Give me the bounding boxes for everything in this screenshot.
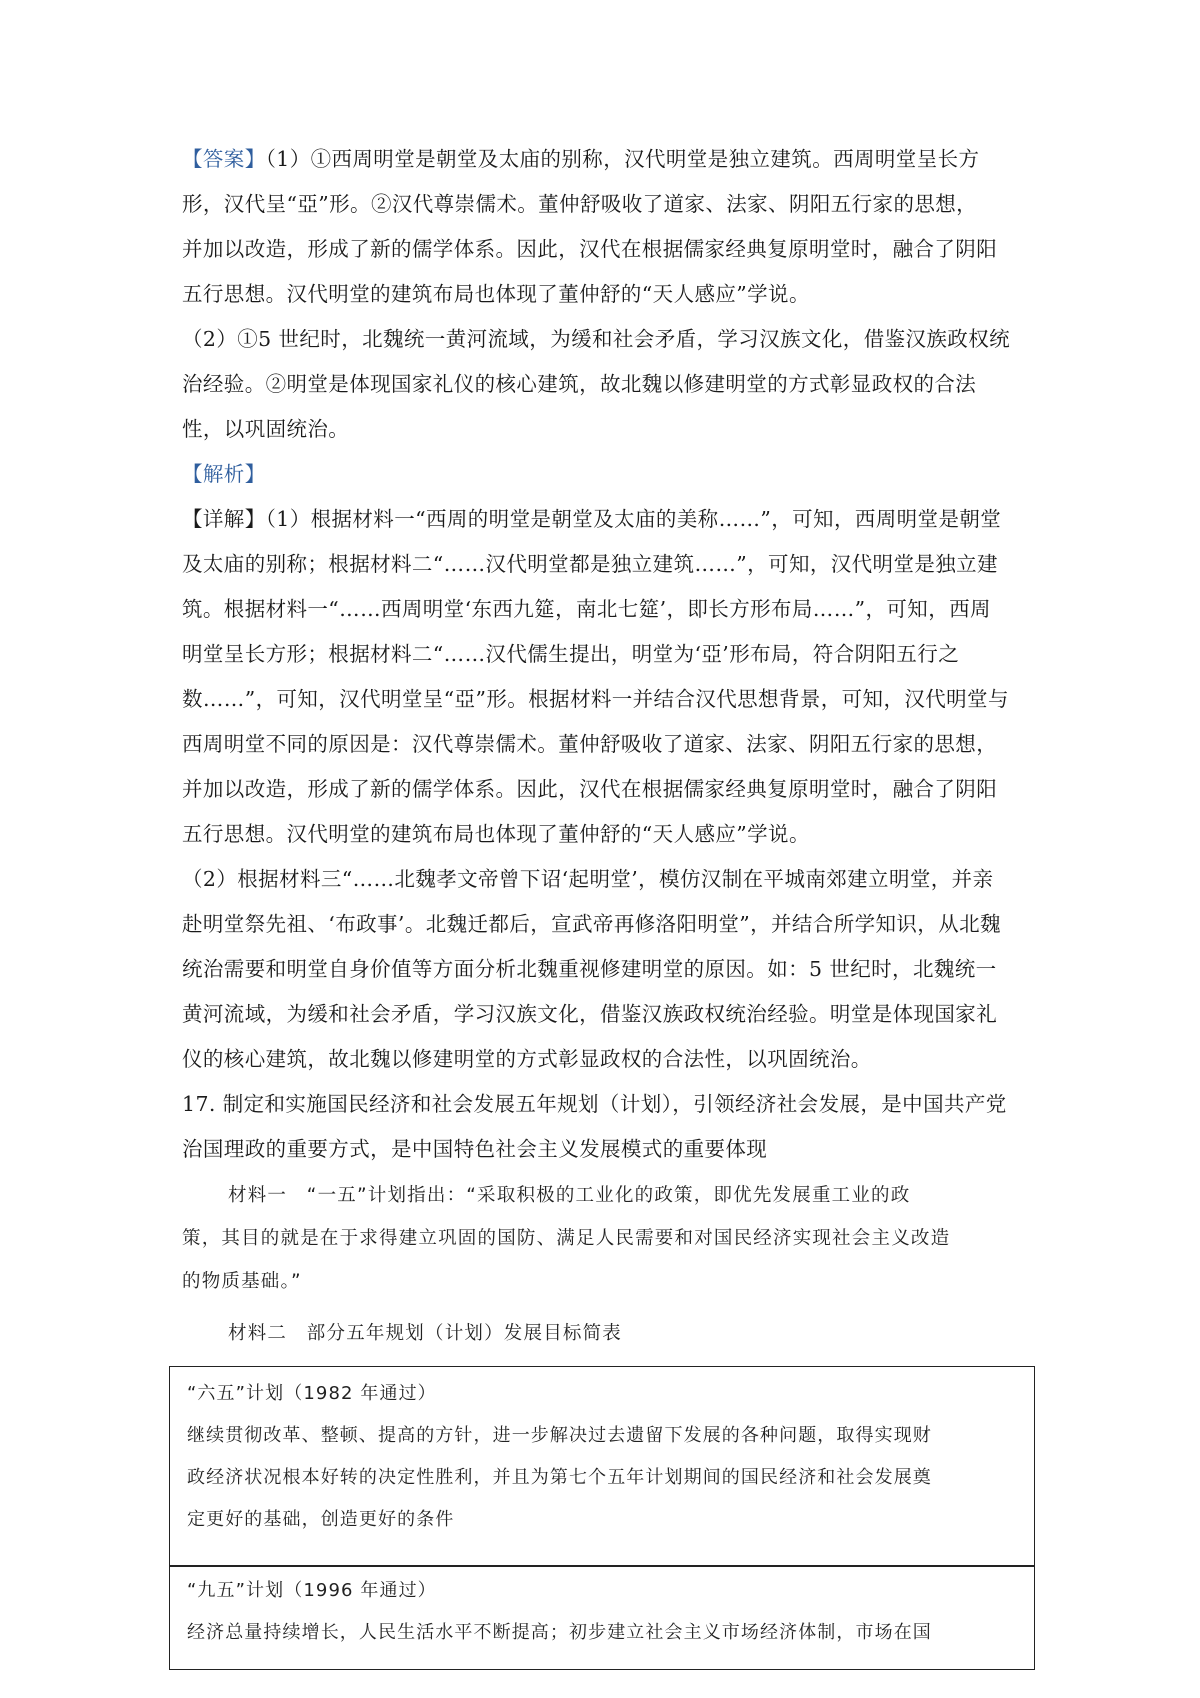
detail-line-7: 并加以改造，形成了新的儒学体系。因此，汉代在根据儒家经典复原明堂时，融合了阴阳 — [182, 777, 998, 801]
material2-title: 材料二 部分五年规划（计划）发展目标简表 — [228, 1323, 623, 1344]
detail-line-12: 黄河流域，为缓和社会矛盾，学习汉族文化，借鉴汉族政权统治经验。明堂是体现国家礼 — [182, 1002, 998, 1026]
answer-line-5: （2）①5 世纪时，北魏统一黄河流域，为缓和社会矛盾，学习汉族文化，借鉴汉族政权统 — [182, 327, 1010, 351]
detail-tag: 【详解】 — [182, 507, 266, 531]
detail-line-8: 五行思想。汉代明堂的建筑布局也体现了董仲舒的“天人感应”学说。 — [182, 822, 810, 846]
detail-line-4: 明堂呈长方形；根据材料二“……汉代儒生提出，明堂为‘亞’形布局，符合阴阳五行之 — [182, 642, 960, 666]
question17-line-2: 治国理政的重要方式，是中国特色社会主义发展模式的重要体现 — [182, 1137, 768, 1161]
answer-line-1: 【答案】（1）①西周明堂是朝堂及太庙的别称，汉代明堂是独立建筑。西周明堂呈长方 — [182, 147, 980, 171]
table-row-1-heading: “六五”计划（1982 年通过） — [187, 1383, 437, 1404]
detail-line-5: 数……”，可知，汉代明堂呈“亞”形。根据材料一并结合汉代思想背景，可知，汉代明堂与 — [182, 687, 1009, 711]
table-row-1-line-2: 政经济状况根本好转的决定性胜利，并且为第七个五年计划期间的国民经济和社会发展奠 — [187, 1467, 932, 1488]
table-row-1-line-1: 继续贯彻改革、整顿、提高的方针，进一步解决过去遗留下发展的各种问题，取得实现财 — [187, 1425, 932, 1446]
plan-table — [169, 1366, 1035, 1567]
detail-line-9: （2）根据材料三“……北魏孝文帝曾下诏‘起明堂’，模仿汉制在平城南郊建立明堂，并亲 — [182, 867, 994, 891]
detail-line-6: 西周明堂不同的原因是：汉代尊崇儒术。董仲舒吸收了道家、法家、阴阳五行家的思想， — [182, 732, 998, 756]
answer-line-3: 并加以改造，形成了新的儒学体系。因此，汉代在根据儒家经典复原明堂时，融合了阴阳 — [182, 237, 998, 261]
table-row-2-line-1: 经济总量持续增长，人民生活水平不断提高；初步建立社会主义市场经济体制，市场在国 — [187, 1622, 932, 1643]
answer-tag: 【答案】 — [182, 147, 266, 171]
detail-line-13: 仪的核心建筑，故北魏以修建明堂的方式彰显政权的合法性，以巩固统治。 — [182, 1047, 872, 1071]
material1-line-1: 材料一 “一五”计划指出：“采取积极的工业化的政策，即优先发展重工业的政 — [228, 1185, 911, 1206]
detail-line-1: 【详解】（1）根据材料一“西周的明堂是朝堂及太庙的美称……”，可知，西周明堂是朝堂 — [182, 507, 1002, 531]
answer-line-4: 五行思想。汉代明堂的建筑布局也体现了董仲舒的“天人感应”学说。 — [182, 282, 810, 306]
table-row-2-heading: “九五”计划（1996 年通过） — [187, 1580, 437, 1601]
plan-table-row-2 — [169, 1565, 1035, 1670]
detail-line-2: 及太庙的别称；根据材料二“……汉代明堂都是独立建筑……”，可知，汉代明堂是独立建 — [182, 552, 998, 576]
material1-line-2: 策，其目的就是在于求得建立巩固的国防、满足人民需要和对国民经济实现社会主义改造 — [182, 1228, 951, 1249]
detail-line-3: 筑。根据材料一“……西周明堂‘东西九筵，南北七筵’，即长方形布局……”，可知，西周 — [182, 597, 991, 621]
answer-line-6: 治经验。②明堂是体现国家礼仪的核心建筑，故北魏以修建明堂的方式彰显政权的合法 — [182, 372, 977, 396]
analysis-tag: 【解析】 — [182, 462, 266, 486]
material1-line-3: 的物质基础。” — [182, 1271, 302, 1292]
detail-line-11: 统治需要和明堂自身价值等方面分析北魏重视修建明堂的原因。如：5 世纪时，北魏统一 — [182, 957, 997, 981]
table-row-1-line-3: 定更好的基础，创造更好的条件 — [187, 1509, 455, 1530]
answer-line-7: 性，以巩固统治。 — [182, 417, 350, 441]
detail-line-10: 赴明堂祭先祖、‘布政事’。北魏迁都后，宣武帝再修洛阳明堂”，并结合所学知识，从北魏 — [182, 912, 1001, 936]
question17-line-1: 17. 制定和实施国民经济和社会发展五年规划（计划），引领经济社会发展，是中国共产党 — [182, 1092, 1007, 1116]
answer-line-2: 形，汉代呈“亞”形。②汉代尊崇儒术。董仲舒吸收了道家、法家、阴阳五行家的思想， — [182, 192, 978, 216]
